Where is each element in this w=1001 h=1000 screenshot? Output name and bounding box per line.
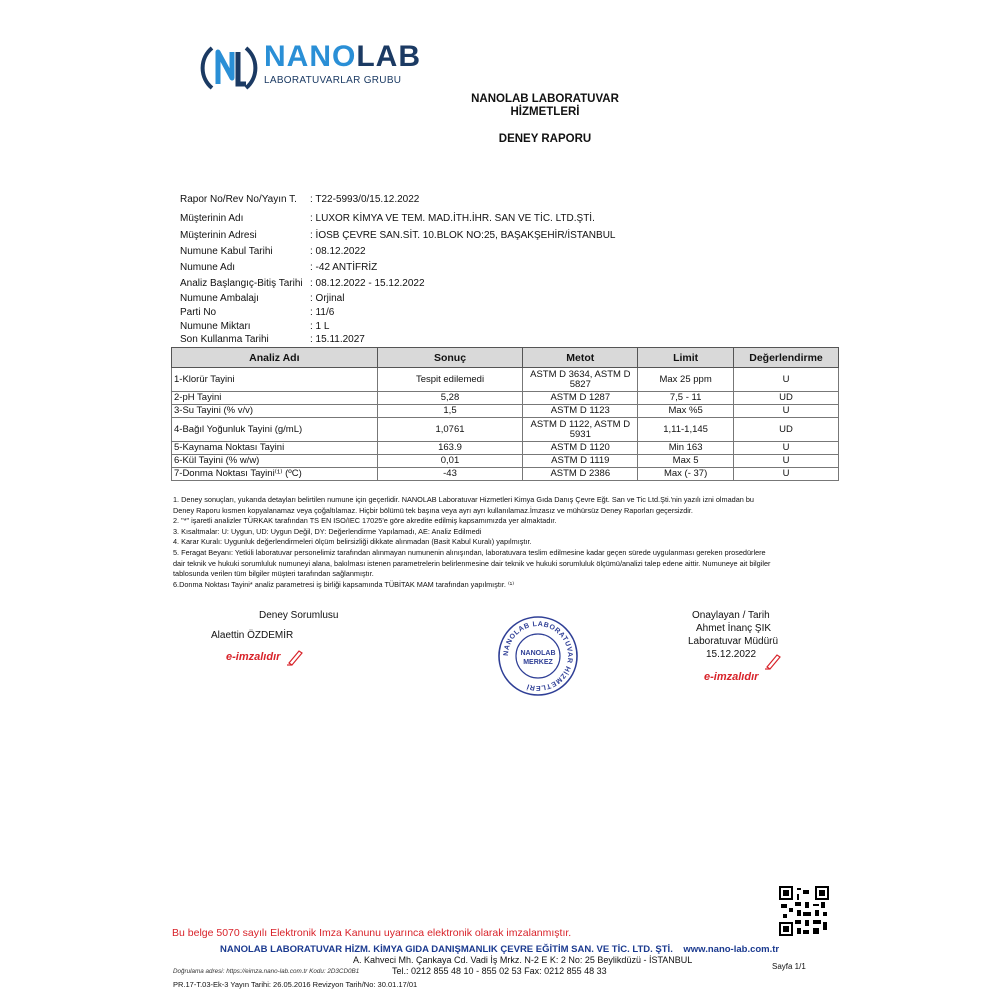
note-line: 3. Kısaltmalar: U: Uygun, UD: Uygun Değil, DY: Değerlendirme Yapılamadı, AE: Analiz Edilmedi (173, 526, 482, 536)
cell-result: 163.9 (377, 442, 523, 455)
info-value: : 08.12.2022 - 15.12.2022 (310, 278, 425, 289)
cell-result: 1,0761 (377, 418, 523, 442)
e-signature-legal-notice: Bu belge 5070 sayılı Elektronik Imza Kanunu uyarınca elektronik olarak imzalanmıştır. (172, 927, 572, 939)
note-line: Deney Raporu kısmen kopyalanamaz veya çoğaltılamaz. Hiçbir bölümü tek başına veya ayrı ayrı kullanılamaz.İmzasız ve mühürsüz Deney Raporları geçersizdir. (173, 505, 693, 515)
cell-evaluation: U (734, 468, 839, 481)
footer-company-line (220, 944, 779, 955)
note-line: 6.Donma Noktası Tayini* analiz parametresi iş birliği kapsamında TÜBİTAK MAM tarafından yapılmıştır. ⁽¹⁾ (173, 579, 514, 589)
info-value: : 1 L (310, 321, 330, 332)
cell-result: Tespit edilemedi (377, 368, 523, 392)
right-signer-role: Onaylayan / Tarih (692, 610, 770, 621)
info-label: Müşterinin Adı (180, 213, 244, 224)
cell-method: ASTM D 1287 (523, 392, 638, 405)
table-row (172, 455, 839, 468)
info-label: Son Kullanma Tarihi (180, 334, 269, 345)
info-value: : Orjinal (310, 293, 345, 304)
note-line: 2. "*" işaretli analizler TÜRKAK tarafından TS EN ISO/IEC 17025'e göre akredite edilmiş kapsamımızda yer almaktadır. (173, 516, 557, 526)
cell-limit: 1,11-1,145 (638, 418, 734, 442)
cell-evaluation: UD (734, 392, 839, 405)
info-value: : 08.12.2022 (310, 246, 366, 257)
note-line: 4. Karar Kuralı: Uygunluk değerlendirmeleri ölçüm belirsizliği dikkate alınmadan (Basit Kabul Kuralı) yapılmıştır. (173, 537, 532, 547)
cell-analysis: 6-Kül Tayini (% w/w) (172, 455, 378, 468)
info-label: Numune Miktarı (180, 321, 251, 332)
page-number: Sayfa 1/1 (772, 962, 806, 971)
cell-limit: Max %5 (638, 405, 734, 418)
cell-result: 5,28 (377, 392, 523, 405)
right-signer-name: Ahmet İnanç ŞIK (696, 623, 772, 634)
cell-limit: Max 25 ppm (638, 368, 734, 392)
table-row (172, 468, 839, 481)
note-line: tablosunda verilen tüm bilgiler müşteri tarafından sağlanmıştır. (173, 569, 374, 579)
lab-title-line2: HİZMETLERİ (510, 106, 580, 118)
info-value: : 11/6 (310, 307, 335, 318)
logo-subtitle: LABORATUVARLAR GRUBU (264, 75, 402, 86)
info-label: Parti No (180, 307, 217, 318)
column-header: Metot (523, 348, 638, 368)
left-esign-label: e-imzalıdır (226, 651, 281, 663)
cell-method: ASTM D 1119 (523, 455, 638, 468)
table-row (172, 392, 839, 405)
footer-address: A. Kahveci Mh. Çankaya Cd. Vadi İş Mrkz. N-2 E K: 2 No: 25 Beylikdüzü - İSTANBUL (353, 955, 693, 965)
qr-code-icon (779, 886, 829, 936)
company-logo (198, 38, 421, 98)
info-label: Numune Ambalajı (180, 293, 259, 304)
cell-method: ASTM D 1122, ASTM D 5931 (523, 418, 638, 442)
cell-result: 0,01 (377, 455, 523, 468)
right-esign-label: e-imzalıdır (704, 671, 759, 683)
cell-analysis: 1-Klorür Tayini (172, 368, 378, 392)
column-header: Limit (638, 348, 734, 368)
cell-evaluation: U (734, 455, 839, 468)
info-label: Müşterinin Adresi (180, 230, 257, 241)
cell-method: ASTM D 2386 (523, 468, 638, 481)
table-row (172, 442, 839, 455)
stamp-outer-text: NANOLAB LABORATUVAR HİZMETLERİ (502, 620, 574, 692)
footer-phone: Tel.: 0212 855 48 10 - 855 02 53 Fax: 0212 855 48 33 (392, 966, 607, 976)
cell-evaluation: UD (734, 418, 839, 442)
info-label: Numune Adı (180, 262, 236, 273)
cell-analysis: 4-Bağıl Yoğunluk Tayini (g/mL) (172, 418, 378, 442)
cell-evaluation: U (734, 368, 839, 392)
info-label: Rapor No/Rev No/Yayın T. (180, 194, 297, 205)
note-line: 1. Deney sonuçları, yukarıda detayları belirtilen numune için geçerlidir. NANOLAB Laboratuvar Hizmetleri Kimya Gıda Danış Çevre Eğt. San ve Tic Ltd.Şti.'nin yazılı izni olmadan bu (173, 495, 754, 504)
info-value: : T22-5993/0/15.12.2022 (310, 194, 420, 205)
results-table (171, 347, 839, 481)
left-signer-role: Deney Sorumlusu (259, 610, 339, 621)
cell-analysis: 3-Su Tayini (% v/v) (172, 405, 378, 418)
table-header-row (172, 348, 839, 368)
cell-result: -43 (377, 468, 523, 481)
info-value: : İOSB ÇEVRE SAN.SİT. 10.BLOK NO:25, BAŞAKŞEHİR/İSTANBUL (310, 230, 616, 241)
lab-title-line1: NANOLAB LABORATUVAR (471, 93, 619, 105)
report-notes (173, 495, 833, 590)
cell-analysis: 2-pH Tayini (172, 392, 378, 405)
cell-limit: 7,5 - 11 (638, 392, 734, 405)
cell-evaluation: U (734, 442, 839, 455)
info-value: : -42 ANTİFRİZ (310, 262, 378, 273)
logo-wordmark: NANOLAB (264, 40, 421, 73)
cell-method: ASTM D 1120 (523, 442, 638, 455)
info-label: Numune Kabul Tarihi (180, 246, 273, 257)
left-signer-name: Alaettin ÖZDEMİR (211, 630, 294, 641)
cell-result: 1,5 (377, 405, 523, 418)
cell-limit: Max (- 37) (638, 468, 734, 481)
column-header: Değerlendirme (734, 348, 839, 368)
verification-link[interactable]: Doğrulama adresi: https://eimza.nano-lab.com.tr Kodu: 2D3CD0B1 (173, 968, 360, 975)
report-title: DENEY RAPORU (498, 133, 592, 145)
stamp-inner-text-1: NANOLAB (520, 650, 556, 657)
column-header: Analiz Adı (172, 348, 378, 368)
table-row (172, 368, 839, 392)
right-signer-title: Laboratuvar Müdürü (688, 636, 779, 647)
cell-evaluation: U (734, 405, 839, 418)
info-value: : 15.11.2027 (310, 334, 365, 345)
cell-analysis: 5-Kaynama Noktası Tayini (172, 442, 378, 455)
document-info: PR.17-T.03-Ek-3 Yayın Tarihi: 26.05.2016 Revizyon Tarih/No: 30.01.17/01 (173, 980, 418, 989)
cell-limit: Min 163 (638, 442, 734, 455)
cell-limit: Max 5 (638, 455, 734, 468)
footer-company-name: NANOLAB LABORATUVAR HİZM. KİMYA GIDA DANIŞMANLIK ÇEVRE EĞİTİM SAN. VE TİC. LTD. ŞTİ. (220, 944, 673, 955)
pen-icon (764, 652, 782, 670)
cell-analysis: 7-Donma Noktası Tayini⁽¹⁾ (ºC) (172, 468, 378, 481)
table-row (172, 405, 839, 418)
right-sign-date: 15.12.2022 (706, 649, 757, 660)
info-value: : LUXOR KİMYA VE TEM. MAD.İTH.İHR. SAN VE TİC. LTD.ŞTİ. (310, 213, 595, 224)
info-label: Analiz Başlangıç-Bitiş Tarihi (180, 278, 303, 289)
pen-icon (286, 648, 304, 666)
note-line: dair teknik ve hukuki sorumluluk numuneyi alana, bakılması istenen parametrelerin belirlenmesine dair teknik ve hukuki sorumluluk ölçümü/analizi talep edene aittir. Numuneye ait bilgiler (173, 558, 771, 568)
table-row (172, 418, 839, 442)
note-line: 5. Feragat Beyanı: Yetkili laboratuvar personelimiz tarafından alınmayan numunenin alınışından, laboratuvara teslim edilmesine kadar geçen sürede uygulanması gereken prosedürlere (173, 547, 766, 557)
cell-method: ASTM D 1123 (523, 405, 638, 418)
nanolab-logo-icon (198, 38, 260, 98)
footer-website-link[interactable]: www.nano-lab.com.tr (683, 944, 780, 955)
company-stamp (497, 615, 579, 697)
column-header: Sonuç (377, 348, 523, 368)
cell-method: ASTM D 3634, ASTM D 5827 (523, 368, 638, 392)
stamp-inner-text-2: MERKEZ (523, 659, 553, 666)
